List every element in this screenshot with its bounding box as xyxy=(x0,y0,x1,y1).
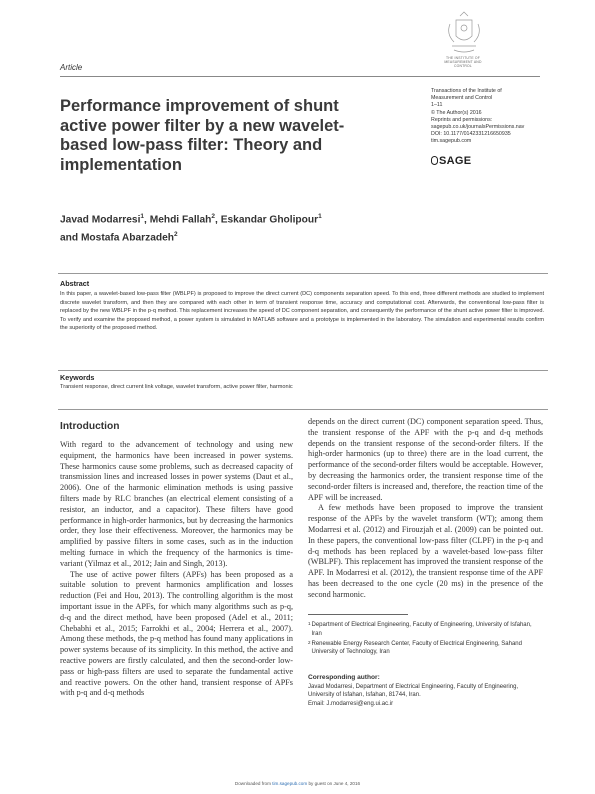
logo-line: MEASUREMENT AND xyxy=(444,60,482,65)
header-divider xyxy=(60,76,540,77)
footnote-text: Department of Electrical Engineering, Faculty of Engineering, University of Isfahan, Iran xyxy=(311,622,532,637)
author-affiliation: 2 xyxy=(173,230,178,238)
meta-line[interactable]: sagepub.co.uk/journalsPermissions.nav xyxy=(431,124,525,131)
author-name: Javad Modarresi xyxy=(60,214,141,226)
journal-meta xyxy=(431,88,561,146)
download-prefix: Downloaded from xyxy=(234,781,273,786)
author-affiliation: 1 xyxy=(140,213,145,220)
body-paragraph: With regard to the advancement of technology and using new equipment, the harmonics have been increased in power systems. These harmonics cause some problems, such as decreased capacity of transmission lines and increased losses in power systems (Daut et al., 2006). One of the harmonic elimination methods is using passive filters made by RLC branches (an electrical element consisting of a resistor, an inductor, and a capacitor). These filters have good performance in high-order harmonics, but by decreasing the harmonics order, they lose their effectiveness. Moreover, the harmonics may be amplified by passive filters in some cases, such as in the induction melting furnace in which the frequency of the harmonics is time-variant (Yilmaz et al., 2012; Jain and Singh, 2013). xyxy=(60,440,293,568)
footnote xyxy=(308,640,543,657)
body-column-right xyxy=(308,417,543,601)
footnote xyxy=(308,621,543,638)
abstract-heading: Abstract xyxy=(60,279,90,288)
footnote-number: 2 xyxy=(308,639,311,645)
download-suffix: by guest on June 4, 2016 xyxy=(307,781,361,786)
keywords-heading: Keywords xyxy=(60,373,95,382)
introduction-heading: Introduction xyxy=(60,421,120,432)
author-separator: , xyxy=(215,214,221,226)
article-type: Article xyxy=(60,63,83,72)
corresponding-email[interactable]: Email: J.modarresi@eng.ui.ac.ir xyxy=(308,700,394,707)
author-name: Eskandar Gholipour xyxy=(220,214,319,226)
author-affiliation: 1 xyxy=(318,213,322,220)
logo-line: CONTROL xyxy=(454,64,472,69)
meta-line: Reprints and permissions: xyxy=(431,116,493,123)
paper-title: Performance improvement of shunt active power filter by a new wavelet-based low-pass filter: Theory and implementation xyxy=(60,97,345,174)
sage-icon xyxy=(431,156,438,165)
publisher-name: SAGE xyxy=(439,155,472,167)
author-list xyxy=(60,210,400,246)
publisher-logo xyxy=(431,155,471,167)
meta-line: Measurement and Control xyxy=(431,95,493,102)
body-paragraph: A few methods have been proposed to improve the transient response of the APFs by the wavelet transform (WT); among them Modarresi et al. (2012) and Firouzjah et al. (2009) can be pointed out. In these papers, the conventional low-pass filter (CLPF) in the p-q and d-q methods has been replaced by a wavelet-based low-pass filter (WBLPF). This replacement has improved the transient response of the APF. In Modarresi et al. (2012), the transient response time of the APF has been decreased to the one cycle (20 ms) in the presence of the second harmonic. xyxy=(308,503,543,599)
download-notice xyxy=(0,781,595,786)
author-name: Mehdi Fallah xyxy=(149,214,212,226)
download-link[interactable]: tim.sagepub.com xyxy=(272,781,308,786)
body-column-left xyxy=(60,440,293,699)
affiliation-footnotes xyxy=(308,621,543,658)
body-paragraph: depends on the direct current (DC) component separation speed. Thus, the transient response of the APF with the p-q and d-q methods depends on the transient response of the second-order filters. If the high-order harmonics (up to three) there are in the load current, the performance of the second-order filters would be acceptable. However, by decreasing the harmonics order, the transient response time of the second-order filters is increased and, therefore, the reaction time of the APF will be increased. xyxy=(308,417,543,502)
corresponding-address: Javad Modarresi, Department of Electrical Engineering, Faculty of Engineering, University of Isfahan, Isfahan, 81744, Iran. xyxy=(308,683,519,699)
logo-line: THE INSTITUTE OF xyxy=(445,56,481,60)
body-paragraph: The use of active power filters (APFs) has been proposed as a suitable solution to prevent harmonics amplification and losses reduction (Fei and Hou, 2013). The controlling algorithm is the most important issue in the APFs, for which many algorithms such as p-q, d-q and the direct method, have been proposed (Adel et al., 2011; Chebabhi et al., 2015; Farrokhi et al., 2004; Herrera et al., 2007). Among these methods, the p-q method has found many applications in power systems because of its simplicity. In this method, the active and reactive powers are firstly calculated, and then the second-order low-pass or high-pass filters are used to separate the fundamental active and reactive powers. On the other hand, transient response of APFs with p-q and d-q methods xyxy=(60,569,293,698)
corresponding-author xyxy=(308,674,543,708)
keywords-text: Transient response, direct current link voltage, wavelet transform, active power filter, harmonic xyxy=(60,384,293,390)
meta-line: © The Author(s) 2016 xyxy=(431,109,482,116)
meta-line[interactable]: DOI: 10.1177/0142331216650935 xyxy=(431,131,511,138)
footnote-text: Renewable Energy Research Center, Faculty of Electrical Engineering, Sahand University of Technology, Iran xyxy=(311,640,522,656)
institute-name xyxy=(434,56,492,69)
footnote-number: 1 xyxy=(308,621,311,626)
section-divider xyxy=(58,409,548,410)
corresponding-heading: Corresponding author: xyxy=(308,674,380,681)
meta-line[interactable]: tim.sagepub.com xyxy=(431,138,472,145)
abstract-text: In this paper, a wavelet-based low-pass filter (WBLPF) is proposed to improve the direct current (DC) components separation speed. To this end, three different methods are studied to implement discrete wavelet transform, and then they are compared with each other in term of transient response time, accuracy and computational cost. Afterwards, the conventional low-pass filter is replaced by the new WBLPF in the p-q method. This replacement increases the speed of DC component separation, and consequently the performance of the shunt active power filter is improved. To verify and examine the proposed method, a power system is simulated in MATLAB software and a prototype is implemented in the laboratory. The simulation and experimental results confirm the superiority of the proposed method. xyxy=(60,291,544,332)
author-separator: , xyxy=(144,214,150,226)
author-name: and Mostafa Abarzadeh xyxy=(60,232,174,244)
footnote-divider xyxy=(308,614,408,615)
author-affiliation: 2 xyxy=(211,213,216,220)
meta-line: Transactions of the Institute of xyxy=(431,88,502,94)
meta-line: 1–11 xyxy=(431,102,443,109)
